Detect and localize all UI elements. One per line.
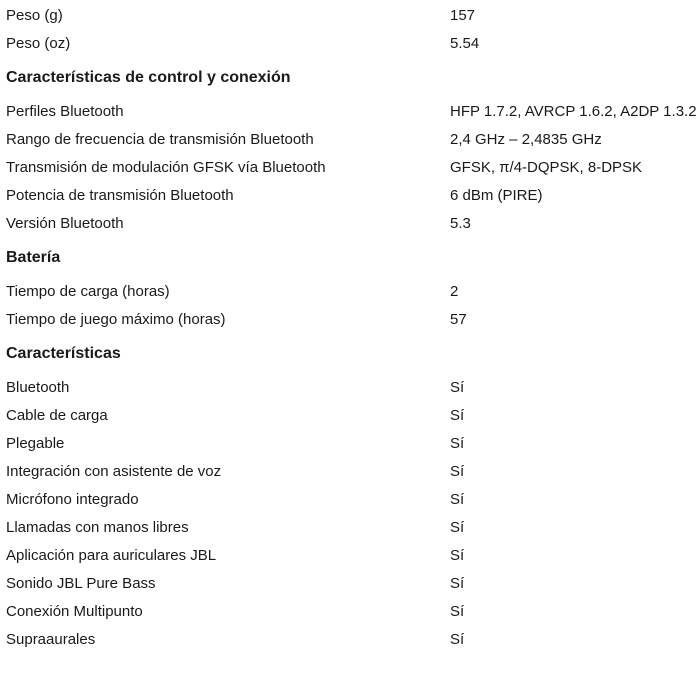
spec-label: Sonido JBL Pure Bass: [6, 575, 156, 592]
spec-label: Supraaurales: [6, 631, 96, 648]
spec-row-hands-free: [0, 514, 699, 542]
spec-row-weight-g: [0, 2, 699, 30]
spec-value: Sí: [450, 603, 465, 620]
spec-value: 157: [450, 7, 476, 24]
spec-label: Cable de carga: [6, 407, 108, 424]
spec-value: Sí: [450, 435, 465, 452]
spec-row-bt-modulation: [0, 154, 699, 182]
spec-value: Sí: [450, 491, 465, 508]
spec-label: Bluetooth: [6, 379, 70, 396]
spec-row-bluetooth: [0, 374, 699, 402]
spec-value: 2: [450, 283, 459, 300]
spec-row-bt-frequency: [0, 126, 699, 154]
spec-value: Sí: [450, 547, 465, 564]
spec-value: 2,4 GHz – 2,4835 GHz: [450, 131, 602, 148]
spec-label: Peso (g): [6, 7, 63, 24]
spec-label: Versión Bluetooth: [6, 215, 124, 232]
spec-row-bt-version: [0, 210, 699, 238]
spec-value: Sí: [450, 379, 465, 396]
spec-value: Sí: [450, 575, 465, 592]
spec-value: 57: [450, 311, 467, 328]
spec-row-weight-oz: [0, 30, 699, 58]
spec-value: HFP 1.7.2, AVRCP 1.6.2, A2DP 1.3.2: [450, 103, 697, 120]
spec-label: Rango de frecuencia de transmisión Bluetooth: [6, 131, 314, 148]
spec-row-multipoint: [0, 598, 699, 626]
spec-label: Plegable: [6, 435, 65, 452]
spec-label: Aplicación para auriculares JBL: [6, 547, 217, 564]
spec-value: Sí: [450, 519, 465, 536]
spec-row-charge-time: [0, 278, 699, 306]
spec-value: Sí: [450, 463, 465, 480]
spec-row-pure-bass: [0, 570, 699, 598]
spec-row-bt-profiles: [0, 98, 699, 126]
spec-label: Transmisión de modulación GFSK vía Bluetooth: [6, 159, 326, 176]
spec-row-foldable: [0, 430, 699, 458]
section-title-control-connection: Características de control y conexión: [6, 69, 291, 86]
spec-value: GFSK, π/4-DQPSK, 8-DPSK: [450, 159, 643, 176]
section-title-features: Características: [6, 345, 121, 362]
spec-row-charging-cable: [0, 402, 699, 430]
spec-row-bt-power: [0, 182, 699, 210]
spec-label: Tiempo de juego máximo (horas): [6, 311, 226, 328]
spec-label: Micrófono integrado: [6, 491, 139, 508]
spec-label: Integración con asistente de voz: [6, 463, 222, 480]
spec-row-on-ear: [0, 626, 699, 654]
spec-value: Sí: [450, 407, 465, 424]
spec-label: Tiempo de carga (horas): [6, 283, 170, 300]
spec-label: Potencia de transmisión Bluetooth: [6, 187, 234, 204]
section-title-battery: Batería: [6, 249, 61, 266]
spec-row-microphone: [0, 486, 699, 514]
spec-label: Perfiles Bluetooth: [6, 103, 124, 120]
spec-value: Sí: [450, 631, 465, 648]
spec-value: 5.3: [450, 215, 471, 232]
spec-value: 5.54: [450, 35, 480, 52]
spec-label: Llamadas con manos libres: [6, 519, 189, 536]
spec-value: 6 dBm (PIRE): [450, 187, 543, 204]
spec-label: Peso (oz): [6, 35, 71, 52]
spec-row-headphones-app: [0, 542, 699, 570]
spec-label: Conexión Multipunto: [6, 603, 143, 620]
spec-row-play-time: [0, 306, 699, 334]
spec-row-voice-assistant: [0, 458, 699, 486]
